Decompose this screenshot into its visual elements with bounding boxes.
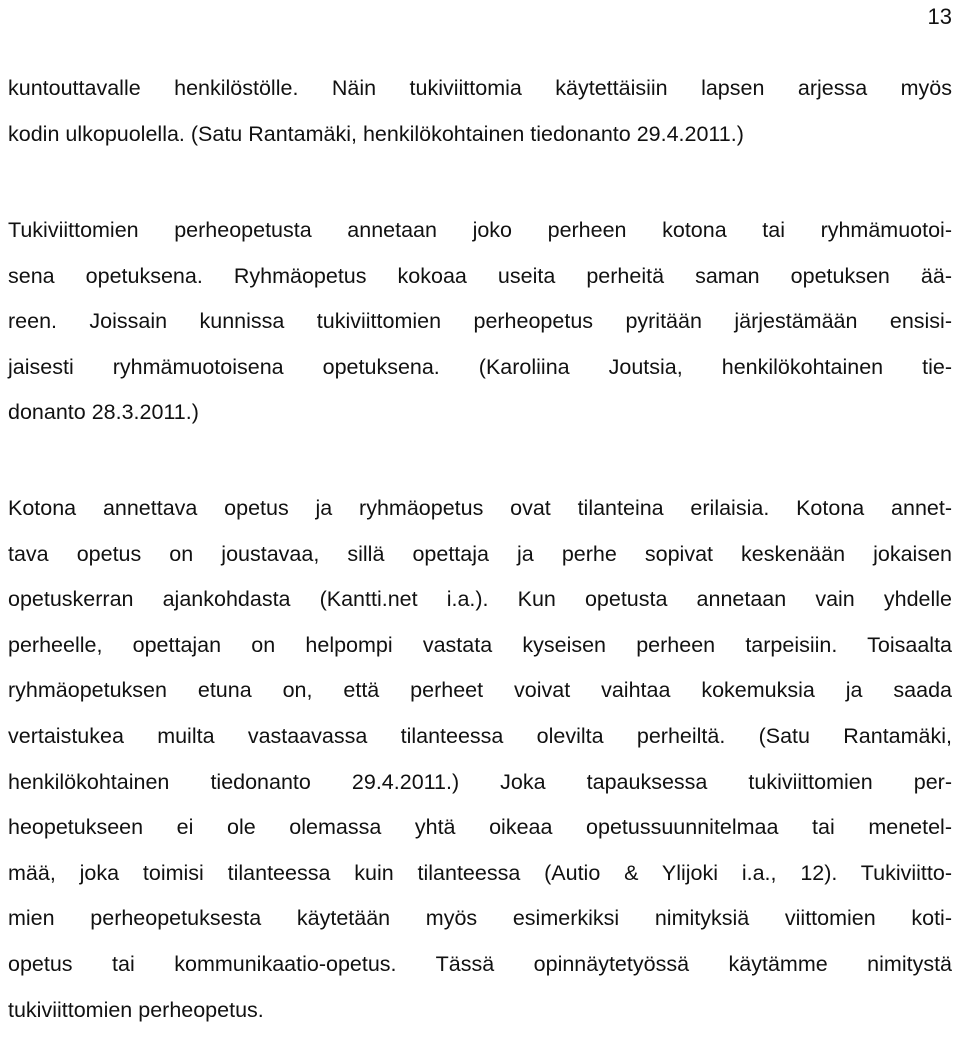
text-line: sena opetuksena. Ryhmäopetus kokoaa useita perheitä saman opetuksen ää-	[8, 263, 952, 288]
text-line: mää, joka toimisi tilanteessa kuin tilanteessa (Autio & Ylijoki i.a., 12). Tukiviitto-	[8, 860, 952, 885]
paragraph	[8, 486, 952, 1033]
text-line: tukiviittomien perheopetus.	[8, 997, 264, 1022]
text-line: perheelle, opettajan on helpompi vastata kyseisen perheen tarpeisiin. Toisaalta	[8, 632, 952, 657]
text-line: opetus tai kommunikaatio-opetus. Tässä opinnäytetyössä käytämme nimitystä	[8, 951, 952, 976]
text-line: jaisesti ryhmämuotoisena opetuksena. (Karoliina Joutsia, henkilökohtainen tie-	[8, 354, 952, 379]
text-line: Kotona annettava opetus ja ryhmäopetus ovat tilanteina erilaisia. Kotona annet-	[8, 496, 952, 520]
paragraph	[8, 66, 952, 157]
text-line: donanto 28.3.2011.)	[8, 400, 199, 425]
text-line: ryhmäopetuksen etuna on, että perheet voivat vaihtaa kokemuksia ja saada	[8, 678, 952, 703]
text-line: opetuskerran ajankohdasta (Kantti.net i.a.). Kun opetusta annetaan vain yhdelle	[8, 587, 952, 612]
text-line: reen. Joissain kunnissa tukiviittomien perheopetus pyritään järjestämään ensisi-	[8, 309, 952, 334]
text-line: mien perheopetuksesta käytetään myös esimerkiksi nimityksiä viittomien koti-	[8, 906, 952, 931]
text-line: kuntouttavalle henkilöstölle. Näin tukiviittomia käytettäisiin lapsen arjessa myös	[8, 76, 952, 100]
text-line: henkilökohtainen tiedonanto 29.4.2011.) Joka tapauksessa tukiviittomien per-	[8, 769, 952, 794]
text-line: Tukiviittomien perheopetusta annetaan joko perheen kotona tai ryhmämuotoi-	[8, 218, 952, 242]
text-line: heopetukseen ei ole olemassa yhtä oikeaa opetussuunnitelmaa tai menetel-	[8, 815, 952, 840]
text-line: tava opetus on joustavaa, sillä opettaja ja perhe sopivat keskenään jokaisen	[8, 541, 952, 566]
text-line: kodin ulkopuolella. (Satu Rantamäki, henkilökohtainen tiedonanto 29.4.2011.)	[8, 121, 744, 146]
page-number: 13	[927, 4, 952, 29]
text-line: vertaistukea muilta vastaavassa tilanteessa olevilta perheiltä. (Satu Rantamäki,	[8, 723, 952, 748]
paragraph	[8, 208, 952, 436]
